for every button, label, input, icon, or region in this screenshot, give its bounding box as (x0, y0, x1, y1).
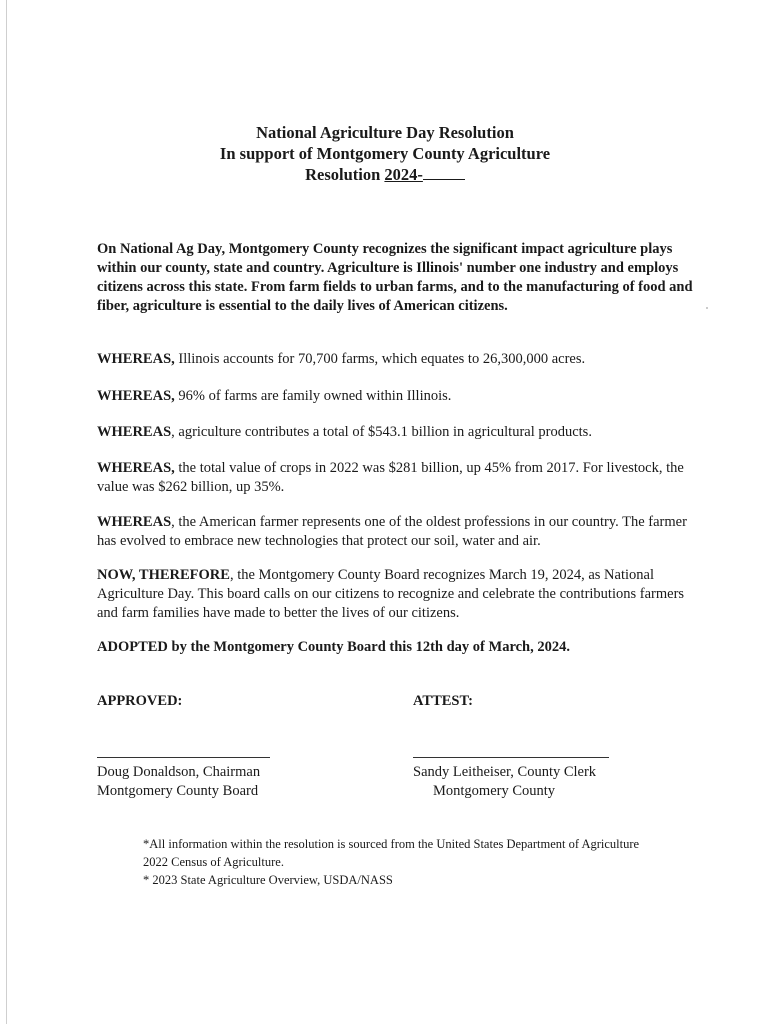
intro-paragraph: On National Ag Day, Montgomery County recognizes the significant impact agriculture plays within our county, state and country. Agriculture is Illinois' number one industry and employs citizens across this state. From farm fields to urban farms, and to the manufacturing of food and fiber, agriculture is essential to the daily lives of American citizens. (97, 241, 693, 314)
whereas-text: Illinois accounts for 70,700 farms, which equates to 26,300,000 acres. (174, 351, 586, 367)
whereas-lead: WHEREAS, (97, 388, 175, 404)
whereas-clause (97, 459, 697, 497)
footnotes (143, 835, 663, 889)
footnote-source: *All information within the resolution is sourced from the United States Department of Agriculture 2022 Census of Agriculture. (143, 837, 640, 869)
whereas-lead: WHEREAS, (97, 351, 175, 367)
chairman-block (97, 763, 260, 801)
whereas-text: , the American farmer represents one of the oldest professions in our country. The farmer has evolved to embrace new technologies that protect our soil, water and air. (97, 514, 687, 549)
whereas-clause (97, 350, 697, 369)
chairman-name: Doug Donaldson, Chairman (97, 764, 261, 780)
whereas-text: 96% of farms are family owned within Illinois. (174, 388, 452, 404)
whereas-lead: WHEREAS, (97, 460, 175, 476)
whereas-text: , agriculture contributes a total of $543.1 billion in agricultural products. (171, 424, 592, 440)
resolution-header (0, 122, 770, 185)
attest-signature-line (413, 757, 609, 758)
resolution-number: 2024- (384, 165, 423, 184)
attest-label: ATTEST: (413, 693, 473, 709)
whereas-clause (97, 513, 697, 551)
therefore-text: , the Montgomery County Board recognizes March 19, 2024, as National Agriculture Day. This board calls on our citizens to recognize and celebrate the contributions farmers and farm families have made to better the lives of our citizens. (97, 567, 685, 621)
resolution-blank-line (423, 165, 465, 180)
clerk-block (413, 763, 596, 801)
resolution-number-line (0, 164, 770, 185)
resolution-label: Resolution (305, 165, 385, 184)
adopted-statement: ADOPTED by the Montgomery County Board this 12th day of March, 2024. (97, 639, 570, 655)
clerk-name: Sandy Leitheiser, County Clerk (413, 764, 597, 780)
footnote-overview: * 2023 State Agriculture Overview, USDA/NASS (143, 873, 393, 887)
approved-label: APPROVED: (97, 693, 183, 709)
therefore-lead: NOW, THEREFORE (97, 567, 230, 583)
therefore-clause (97, 566, 697, 623)
whereas-clause (97, 423, 697, 442)
scan-speck (706, 307, 708, 309)
whereas-lead: WHEREAS (97, 514, 172, 530)
whereas-clause (97, 387, 697, 406)
chairman-org: Montgomery County Board (97, 783, 259, 799)
clerk-org: Montgomery County (433, 783, 556, 799)
title-line-2: In support of Montgomery County Agriculture (219, 144, 551, 163)
approved-signature-line (97, 757, 270, 758)
whereas-text: the total value of crops in 2022 was $281 billion, up 45% from 2017. For livestock, the value was $262 billion, up 35%. (97, 460, 684, 495)
whereas-lead: WHEREAS (97, 424, 172, 440)
title-line-1: National Agriculture Day Resolution (256, 123, 514, 142)
